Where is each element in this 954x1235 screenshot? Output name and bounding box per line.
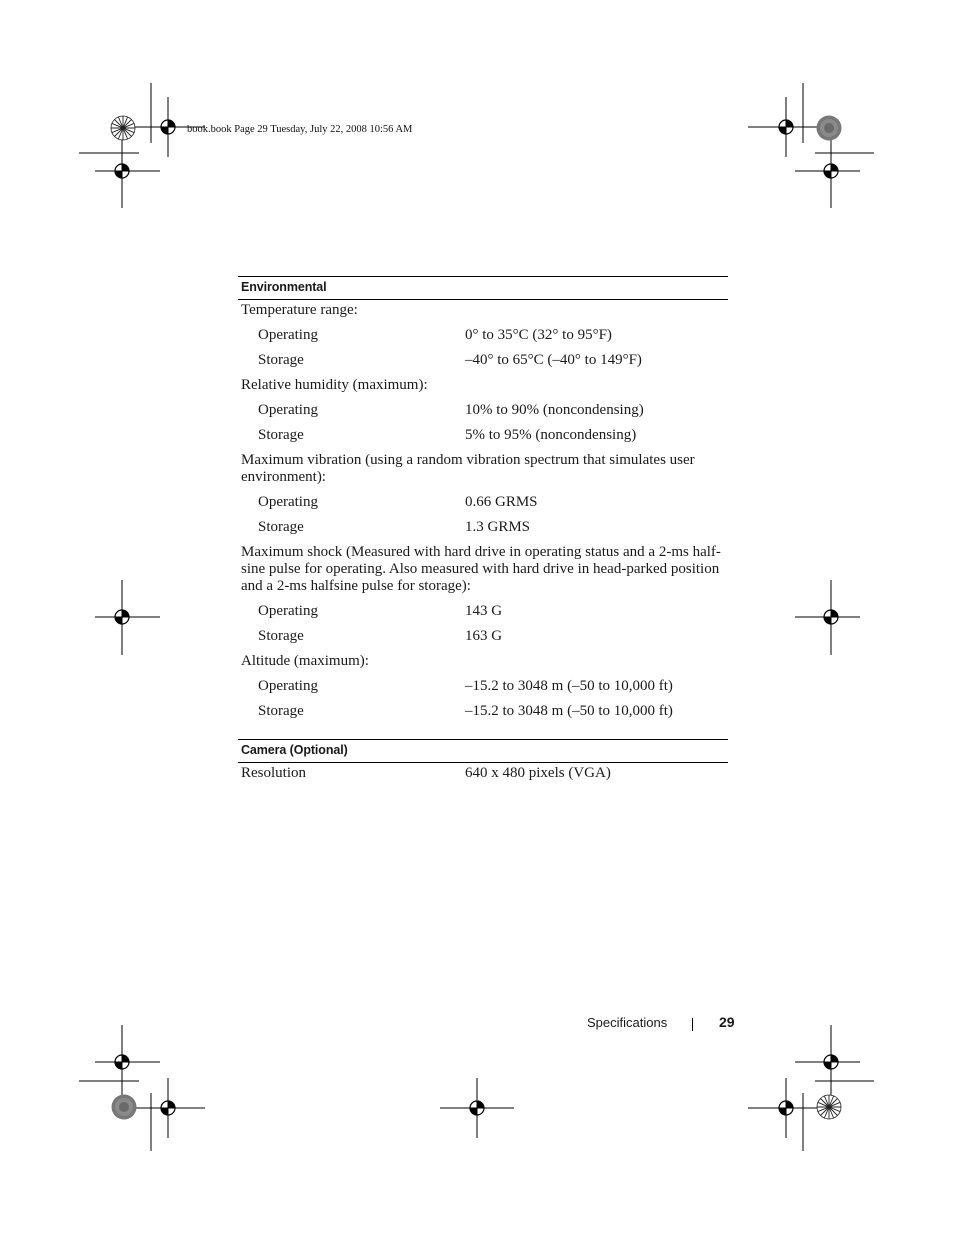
- spec-row: [238, 427, 728, 452]
- spec-row: [238, 327, 728, 352]
- shock-label: Maximum shock (Measured with hard drive in operating status and a 2-ms half-sine pulse for operating. Also measured with hard drive in head-parked position and a 2-ms halfsine pulse for storage):: [241, 544, 721, 594]
- footer-section-title: Specifications: [587, 1015, 668, 1030]
- row-label: Storage: [258, 352, 304, 368]
- row-label: Operating: [258, 494, 318, 510]
- spec-row: [238, 352, 728, 377]
- humidity-label: Relative humidity (maximum):: [241, 377, 428, 393]
- row-label: Storage: [258, 703, 304, 719]
- row-label: Resolution: [241, 765, 307, 781]
- spec-row: [238, 519, 728, 544]
- row-value: 163 G: [465, 628, 503, 644]
- row-value: –15.2 to 3048 m (–50 to 10,000 ft): [465, 678, 673, 694]
- group-label: [238, 377, 728, 402]
- row-value: 0.66 GRMS: [465, 494, 538, 510]
- spec-row: [238, 765, 728, 790]
- row-label: Storage: [258, 628, 304, 644]
- temperature-label: Temperature range:: [241, 302, 358, 318]
- group-label: [238, 452, 701, 494]
- spec-row: [238, 494, 728, 519]
- row-label: Operating: [258, 402, 318, 418]
- row-label: Operating: [258, 327, 318, 343]
- row-value: 0° to 35°C (32° to 95°F): [465, 327, 612, 343]
- page-number: 29: [719, 1014, 735, 1030]
- environmental-table: [238, 276, 728, 728]
- spec-row: [238, 703, 728, 728]
- camera-table: [238, 739, 728, 790]
- row-value: 143 G: [465, 603, 503, 619]
- row-label: Storage: [258, 519, 304, 535]
- spec-row: [238, 678, 728, 703]
- spec-row: [238, 603, 728, 628]
- row-label: Storage: [258, 427, 304, 443]
- row-value: 5% to 95% (noncondensing): [465, 427, 637, 443]
- group-label: [238, 653, 728, 678]
- section-title-camera: Camera (Optional): [238, 739, 728, 763]
- row-value: 640 x 480 pixels (VGA): [465, 765, 611, 781]
- row-value: 10% to 90% (noncondensing): [465, 402, 644, 418]
- row-label: Operating: [258, 678, 318, 694]
- footer-divider: [692, 1018, 693, 1031]
- row-value: –15.2 to 3048 m (–50 to 10,000 ft): [465, 703, 673, 719]
- spec-row: [238, 402, 728, 427]
- vibration-label: Maximum vibration (using a random vibration spectrum that simulates user environment):: [241, 452, 695, 485]
- group-label: [238, 544, 725, 603]
- group-label: [238, 302, 728, 327]
- row-value: –40° to 65°C (–40° to 149°F): [465, 352, 642, 368]
- row-label: Operating: [258, 603, 318, 619]
- section-title-environmental: Environmental: [238, 276, 728, 300]
- row-value: 1.3 GRMS: [465, 519, 531, 535]
- spec-row: [238, 628, 728, 653]
- altitude-label: Altitude (maximum):: [241, 653, 369, 669]
- print-header: book.book Page 29 Tuesday, July 22, 2008 10:56 AM: [187, 124, 413, 135]
